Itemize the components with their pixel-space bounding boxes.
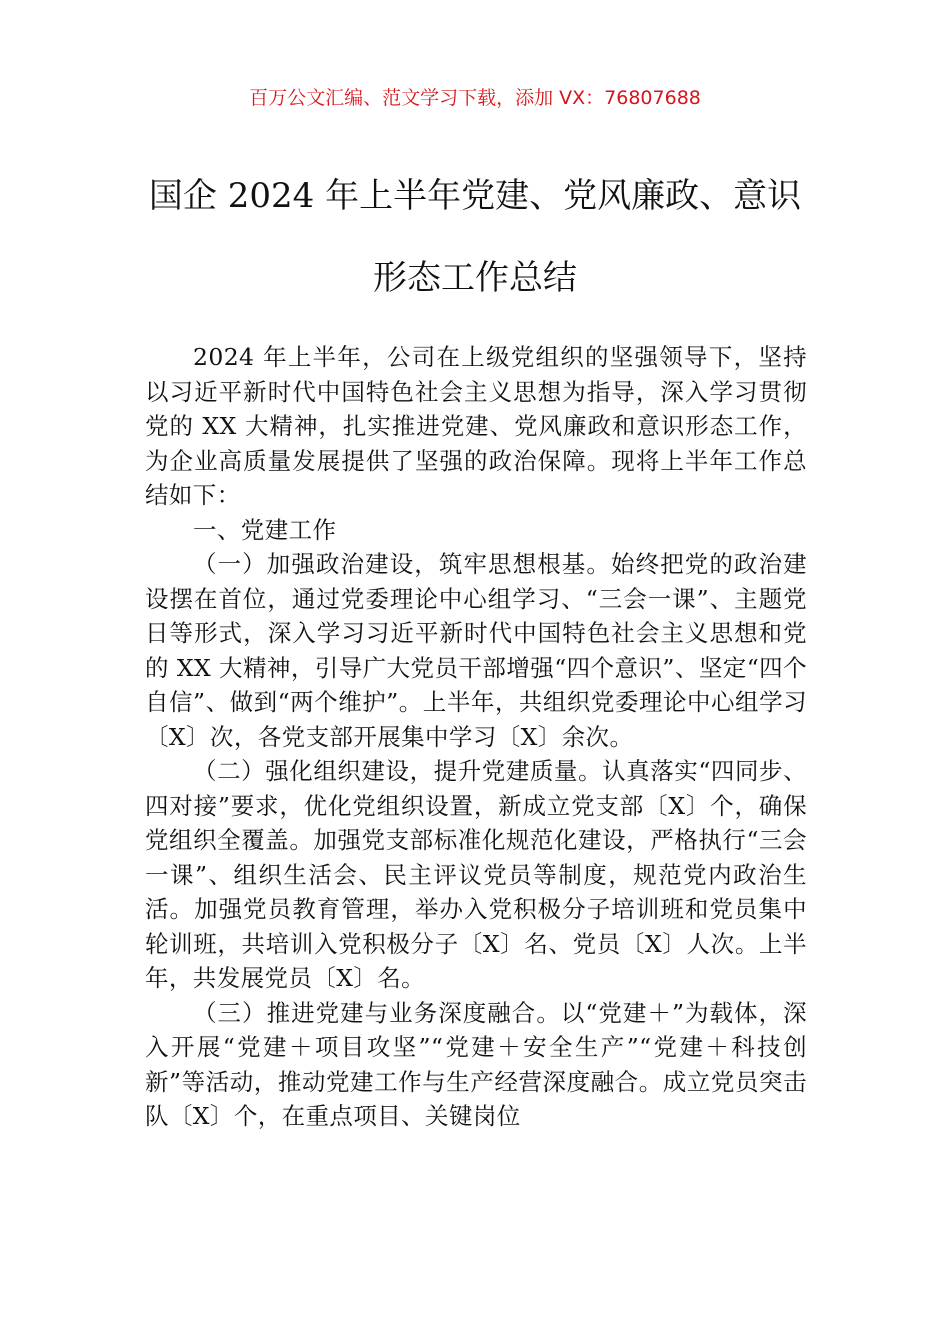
promo-banner: 百万公文汇编、范文学习下载，添加 VX：76807688	[249, 87, 701, 109]
document-title	[100, 176, 850, 298]
title-line-2: 形态工作总结	[373, 258, 577, 298]
paragraph-political-building: （一）加强政治建设，筑牢思想根基。始终把党的政治建设摆在首位，通过党委理论中心组学习、“三会一课”、主题党日等形式，深入学习习近平新时代中国特色社会主义思想和党的 XX 大精神，引导广大党员干部增强“四个意识”、坚定“四个自信”、做到“两个维护”。上半年，共组织党委理论中心组学习〔X〕次，各党支部开展集中学习〔X〕余次。	[145, 550, 807, 751]
paragraph-business-integration: （三）推进党建与业务深度融合。以“党建＋”为载体，深入开展“党建＋项目攻坚”“党建＋安全生产”“党建＋科技创新”等活动，推动党建工作与生产经营深度融合。成立党员突击队〔X〕个，在重点项目、关键岗位	[145, 998, 807, 1130]
section-heading-party-building: 一、党建工作	[193, 515, 337, 544]
intro-paragraph: 2024 年上半年，公司在上级党组织的坚强领导下，坚持以习近平新时代中国特色社会主义思想为指导，深入学习贯彻党的 XX 大精神，扎实推进党建、党风廉政和意识形态工作，为企业高质量发展提供了坚强的政治保障。现将上半年工作总结如下：	[145, 343, 807, 509]
title-line-1: 国企 2024 年上半年党建、党风廉政、意识	[148, 176, 802, 216]
paragraph-organization-building: （二）强化组织建设，提升党建质量。认真落实“四同步、四对接”要求，优化党组织设置，新成立党支部〔X〕个，确保党组织全覆盖。加强党支部标准化规范化建设，严格执行“三会一课”、组织生活会、民主评议党员等制度，规范党内政治生活。加强党员教育管理，举办入党积极分子培训班和党员集中轮训班，共培训入党积极分子〔X〕名、党员〔X〕人次。上半年，共发展党员〔X〕名。	[145, 757, 807, 992]
document-body	[145, 340, 807, 1134]
